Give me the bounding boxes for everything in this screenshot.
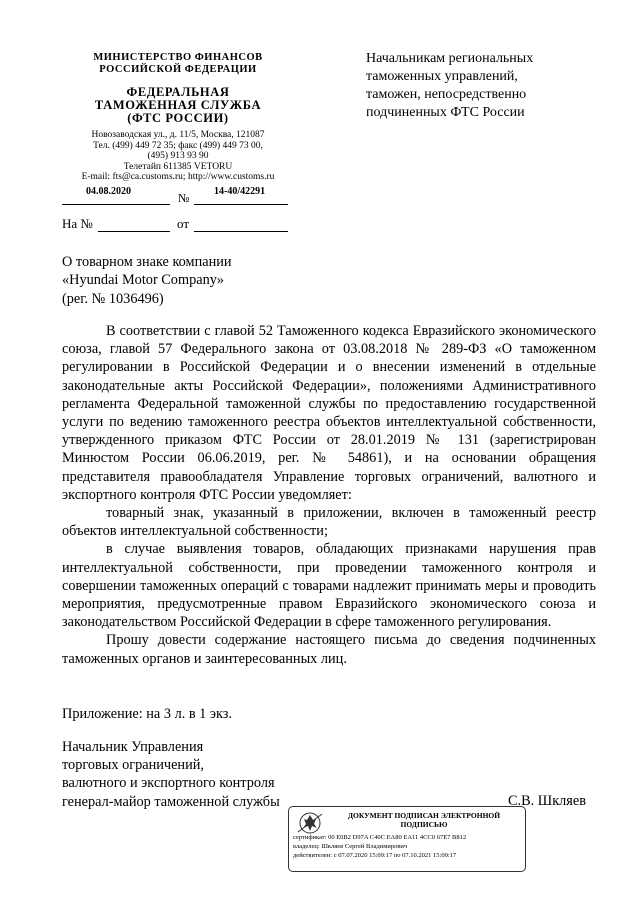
service-line: (ФТС РОССИИ)	[127, 111, 229, 125]
addressee-line: подчиненных ФТС России	[366, 105, 525, 120]
subject-line: О товарном знаке компании	[62, 254, 232, 270]
stamp-title	[329, 811, 519, 829]
stamp-owner: владелец: Шкляев Сергей Владимирович	[293, 843, 408, 850]
ministry-line: МИНИСТЕРСТВО ФИНАНСОВ	[93, 52, 263, 63]
attachment-note: Приложение: на 3 л. в 1 экз.	[62, 706, 233, 722]
subject-line: «Hyundai Motor Company»	[62, 272, 225, 289]
body-paragraph: В соответствии с главой 52 Таможенного кодекса Евразийского экономического союза, главой 57 Федерального закона от 03.08.2018 № 289-ФЗ «О таможенном регулировании в Российской Федерации и о внесении изменений в отдельные законодательные акты Российской Федерации», положениями Административного регламента Федеральной таможенной службы по предоставлению государственной услуги по ведению таможенного реестра объектов интеллектуальной собственности, утвержденного приказом ФТС России от 28.01.2019 № 131 (зарегистрирован Минюстом России 06.06.2019, рег. № 54861), и на основании обращения представителя правообладателя Управление торговых ограничений, валютного и экспортного контроля ФТС России уведомляет:	[62, 323, 596, 503]
stamp-details	[293, 833, 521, 860]
stamp-title-line: ДОКУМЕНТ ПОДПИСАН ЭЛЕКТРОННОЙ	[347, 811, 501, 820]
contact-line: Телетайп 611385 VETORU	[123, 161, 233, 172]
ministry-name	[58, 52, 298, 76]
number-underline	[194, 204, 288, 205]
service-line: ФЕДЕРАЛЬНАЯ	[126, 85, 230, 99]
body-paragraph: в случае выявления товаров, обладающих признаками нарушения прав интеллектуальной собственности, при проведении таможенного контроля и совершении таможенных операций с товарами надлежит принимать меры и проводить мероприятия, предусмотренные правом Евразийского экономического союза и законодательством Российской Федерации в сфере таможенного регулирования.	[62, 541, 596, 631]
addressee-line: Начальникам региональных	[366, 51, 534, 66]
signatory-name: С.В. Шкляев	[508, 793, 586, 809]
addressee	[366, 50, 596, 122]
letter-body	[62, 322, 596, 668]
contact-line: Новозаводская ул., д. 11/5, Москва, 121087	[91, 130, 265, 140]
electronic-signature-stamp	[288, 806, 526, 872]
reference-number-underline	[98, 231, 170, 232]
registration-date: 04.08.2020	[86, 186, 131, 197]
addressee-line: таможенных управлений,	[366, 69, 518, 84]
stamp-title-line: ПОДПИСЬЮ	[400, 820, 448, 829]
reference-number-label: На №	[62, 216, 93, 231]
addressee-line: таможен, непосредственно	[366, 87, 527, 102]
reference-from-label: от	[177, 216, 190, 231]
date-underline	[62, 204, 170, 205]
subject-line: (рег. № 1036496)	[62, 290, 164, 307]
signatory-position	[62, 738, 280, 811]
service-line: ТАМОЖЕННАЯ СЛУЖБА	[94, 98, 262, 112]
reference-date-underline	[194, 231, 288, 232]
position-line: генерал-майор таможенной службы	[62, 793, 280, 810]
registration-number: 14-40/42291	[214, 186, 266, 197]
ministry-line: РОССИЙСКОЙ ФЕДЕРАЦИИ	[99, 64, 257, 75]
number-sign: №	[178, 191, 190, 205]
stamp-validity: действителен: с 07.07.2020 15:09:17 по 07.10.2021 15:09:17	[293, 852, 457, 859]
position-line: Начальник Управления	[62, 739, 204, 755]
body-paragraph: Прошу довести содержание настоящего письма до сведения подчиненных таможенных органов и заинтересованных лиц.	[62, 632, 596, 667]
stamp-certificate: сертификат: 00 E0B2 D97A C40C EA80 EA11 4CC0 67E7 B812	[293, 834, 467, 841]
position-line: торговых ограничений,	[62, 757, 204, 774]
contact-details	[58, 130, 298, 183]
position-line: валютного и экспортного контроля	[62, 775, 275, 792]
contact-line: E-mail: fts@ca.customs.ru; http://www.customs.ru	[81, 172, 275, 182]
body-paragraph: товарный знак, указанный в приложении, включен в таможенный реестр объектов интеллектуальной собственности;	[62, 505, 596, 540]
service-name	[58, 86, 298, 125]
letter-subject	[62, 253, 232, 308]
contact-line: Тел. (499) 449 72 35; факс (499) 449 73 00,	[93, 140, 263, 151]
contact-line: (495) 913 93 90	[147, 151, 209, 161]
